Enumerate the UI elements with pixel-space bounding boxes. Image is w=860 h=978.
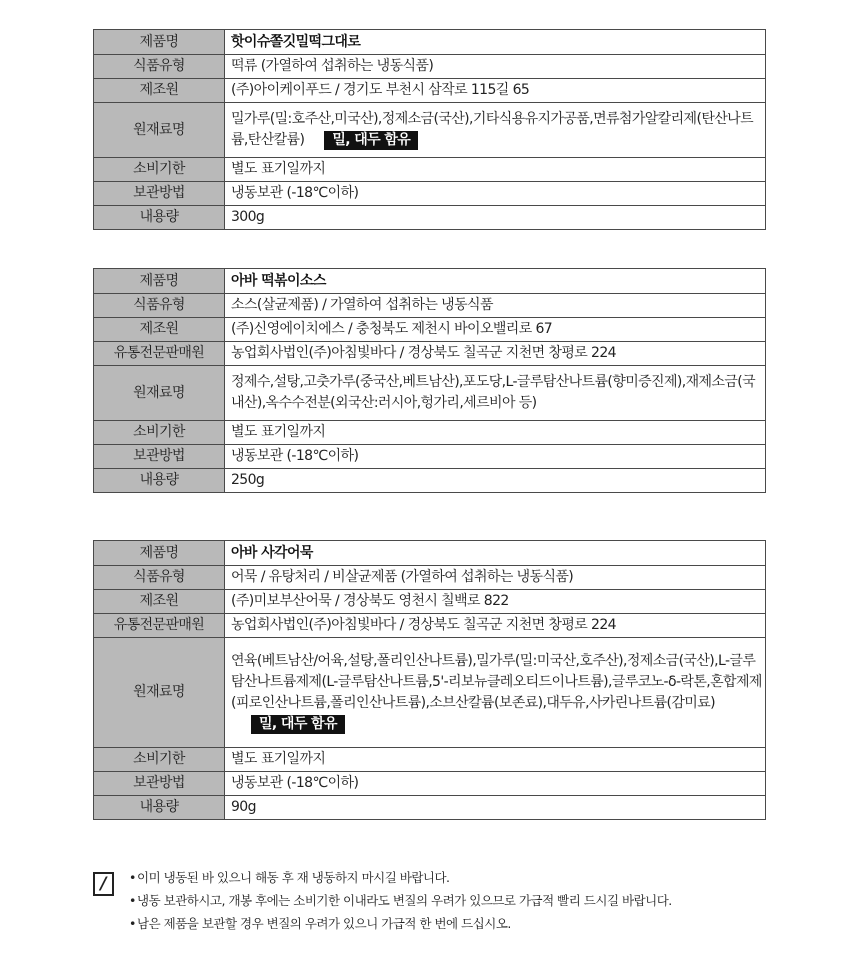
- product-info-table-3: [93, 540, 766, 820]
- value-expiry: 별도 표기일까지: [225, 421, 766, 445]
- caution-item: • 남은 제품을 보관할 경우 변질의 우려가 있으니 가급적 한 번에 드십시오.: [129, 912, 793, 935]
- label-product-name: 제품명: [94, 269, 225, 294]
- value-storage: 냉동보관 (-18℃이하): [225, 772, 766, 796]
- label-ingredients: 원재료명: [94, 366, 225, 421]
- value-storage: 냉동보관 (-18℃이하): [225, 445, 766, 469]
- label-distributor: 유통전문판매원: [94, 614, 225, 638]
- label-net-weight: 내용량: [94, 469, 225, 493]
- value-net-weight: 300g: [225, 206, 766, 230]
- allergen-badge: 밀, 대두 함유: [251, 715, 345, 734]
- label-manufacturer: 제조원: [94, 318, 225, 342]
- value-manufacturer: (주)아이케이푸드 / 경기도 부천시 삼작로 115길 65: [225, 79, 766, 103]
- value-food-type: 소스(살균제품) / 가열하여 섭취하는 냉동식품: [225, 294, 766, 318]
- caution-notice: [93, 866, 793, 935]
- caution-list: [93, 866, 793, 935]
- caution-item: • 이미 냉동된 바 있으니 해동 후 재 냉동하지 마시길 바랍니다.: [129, 866, 793, 889]
- value-manufacturer: (주)신영에이치에스 / 충청북도 제천시 바이오밸리로 67: [225, 318, 766, 342]
- value-product-name: 핫이슈쫄깃밀떡그대로: [225, 30, 766, 55]
- value-ingredients: 정제수,설탕,고춧가루(중국산,베트남산),포도당,L-글루탐산나트륨(향미증진제),재제소금(국내산),옥수수전분(외국산:러시아,헝가리,세르비아 등): [225, 366, 766, 421]
- label-food-type: 식품유형: [94, 566, 225, 590]
- label-storage: 보관방법: [94, 182, 225, 206]
- value-storage: 냉동보관 (-18℃이하): [225, 182, 766, 206]
- label-product-name: 제품명: [94, 541, 225, 566]
- label-net-weight: 내용량: [94, 206, 225, 230]
- value-distributor: 농업회사법인(주)아침빛바다 / 경상북도 칠곡군 지천면 창평로 224: [225, 342, 766, 366]
- bullet: •: [129, 893, 136, 908]
- label-expiry: 소비기한: [94, 158, 225, 182]
- value-net-weight: 250g: [225, 469, 766, 493]
- value-food-type: 어묵 / 유탕처리 / 비살균제품 (가열하여 섭취하는 냉동식품): [225, 566, 766, 590]
- exclamation-icon: /: [93, 872, 114, 896]
- label-manufacturer: 제조원: [94, 79, 225, 103]
- label-expiry: 소비기한: [94, 748, 225, 772]
- product-info-table-2: [93, 268, 766, 493]
- label-storage: 보관방법: [94, 445, 225, 469]
- label-manufacturer: 제조원: [94, 590, 225, 614]
- label-food-type: 식품유형: [94, 55, 225, 79]
- label-storage: 보관방법: [94, 772, 225, 796]
- value-expiry: 별도 표기일까지: [225, 748, 766, 772]
- ingredients-text: 연육(베트남산/어육,설탕,폴리인산나트륨),밀가루(밀:미국산,호주산),정제소금(국산),L-글루탐산나트륨제제(L-글루탐산나트륨,5'-리보뉴클레오티드이나트륨),글루코노-δ-락톤,혼합제제(피로인산나트륨,폴리인산나트륨),소브산칼륨(보존료),대두유,사카린나트륨(감미료): [231, 652, 762, 711]
- bullet: •: [129, 916, 136, 931]
- bullet: •: [129, 870, 136, 885]
- value-ingredients: [225, 103, 766, 158]
- product-info-table-1: [93, 29, 766, 230]
- label-expiry: 소비기한: [94, 421, 225, 445]
- allergen-badge: 밀, 대두 함유: [324, 131, 418, 150]
- label-ingredients: 원재료명: [94, 103, 225, 158]
- label-net-weight: 내용량: [94, 796, 225, 820]
- ingredients-text: 밀가루(밀:호주산,미국산),정제소금(국산),기타식용유지가공품,면류첨가알칼리제(탄산나트륨,탄산칼륨): [231, 111, 754, 148]
- value-expiry: 별도 표기일까지: [225, 158, 766, 182]
- label-ingredients: 원재료명: [94, 638, 225, 748]
- value-net-weight: 90g: [225, 796, 766, 820]
- value-distributor: 농업회사법인(주)아침빛바다 / 경상북도 칠곡군 지천면 창평로 224: [225, 614, 766, 638]
- value-ingredients: [225, 638, 766, 748]
- value-product-name: 아바 사각어묵: [225, 541, 766, 566]
- value-food-type: 떡류 (가열하여 섭취하는 냉동식품): [225, 55, 766, 79]
- value-manufacturer: (주)미보부산어묵 / 경상북도 영천시 칠백로 822: [225, 590, 766, 614]
- label-product-name: 제품명: [94, 30, 225, 55]
- caution-item: • 냉동 보관하시고, 개봉 후에는 소비기한 이내라도 변질의 우려가 있으므로 가급적 빨리 드시길 바랍니다.: [129, 889, 793, 912]
- label-distributor: 유통전문판매원: [94, 342, 225, 366]
- label-food-type: 식품유형: [94, 294, 225, 318]
- value-product-name: 아바 떡볶이소스: [225, 269, 766, 294]
